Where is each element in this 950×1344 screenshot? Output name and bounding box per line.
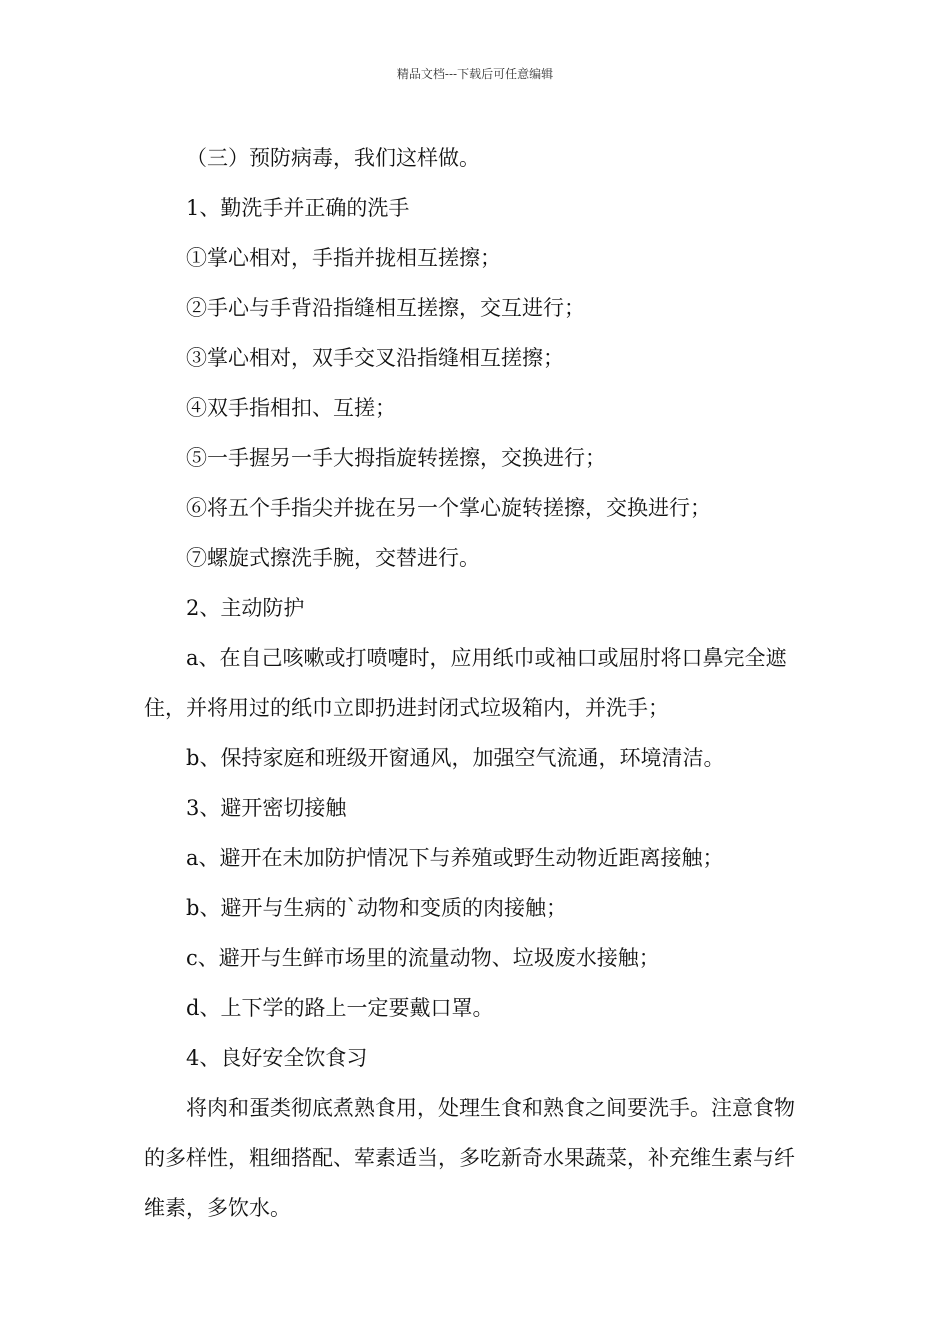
- section-heading-prevention: （三）预防病毒，我们这样做。: [186, 146, 480, 170]
- protection-point-a: a、在自己咳嗽或打喷嚏时，应用纸巾或袖口或屈肘将口鼻完全遮住，并将用过的纸巾立即扔进封闭式垃圾箱内，并洗手；: [144, 646, 787, 720]
- avoid-contact-point-a: a、避开在未加防护情况下与养殖或野生动物近距离接触；: [186, 846, 724, 870]
- item-heading-protection: 2、主动防护: [186, 596, 305, 620]
- handwash-step-5: ⑤一手握另一手大拇指旋转搓擦，交换进行；: [186, 446, 606, 470]
- avoid-contact-point-d: d、上下学的路上一定要戴口罩。: [186, 996, 494, 1020]
- item-heading-diet: 4、良好安全饮食习: [186, 1046, 368, 1070]
- handwash-step-2: ②手心与手背沿指缝相互搓擦，交互进行；: [186, 296, 585, 320]
- avoid-contact-point-b: b、避开与生病的`动物和变质的肉接触；: [186, 896, 567, 920]
- document-body: [144, 133, 808, 1233]
- diet-paragraph: 将肉和蛋类彻底煮熟食用，处理生食和熟食之间要洗手。注意食物的多样性，粗细搭配、荤素适当，多吃新奇水果蔬菜，补充维生素与纤维素，多饮水。: [144, 1096, 795, 1220]
- handwash-step-7: ⑦螺旋式擦洗手腕，交替进行。: [186, 546, 480, 570]
- item-heading-avoid-contact: 3、避开密切接触: [186, 796, 347, 820]
- handwash-step-3: ③掌心相对，双手交叉沿指缝相互搓擦；: [186, 346, 564, 370]
- handwash-step-1: ①掌心相对，手指并拢相互搓擦；: [186, 246, 501, 270]
- protection-point-b: b、保持家庭和班级开窗通风，加强空气流通，环境清洁。: [186, 746, 725, 770]
- handwash-step-6: ⑥将五个手指尖并拢在另一个掌心旋转搓擦，交换进行；: [186, 496, 711, 520]
- item-heading-handwashing: 1、勤洗手并正确的洗手: [186, 196, 410, 220]
- avoid-contact-point-c: c、避开与生鲜市场里的流量动物、垃圾废水接触；: [186, 946, 660, 970]
- handwash-step-4: ④双手指相扣、互搓；: [186, 396, 396, 420]
- page-header: 精品文档---下载后可任意编辑: [396, 67, 554, 81]
